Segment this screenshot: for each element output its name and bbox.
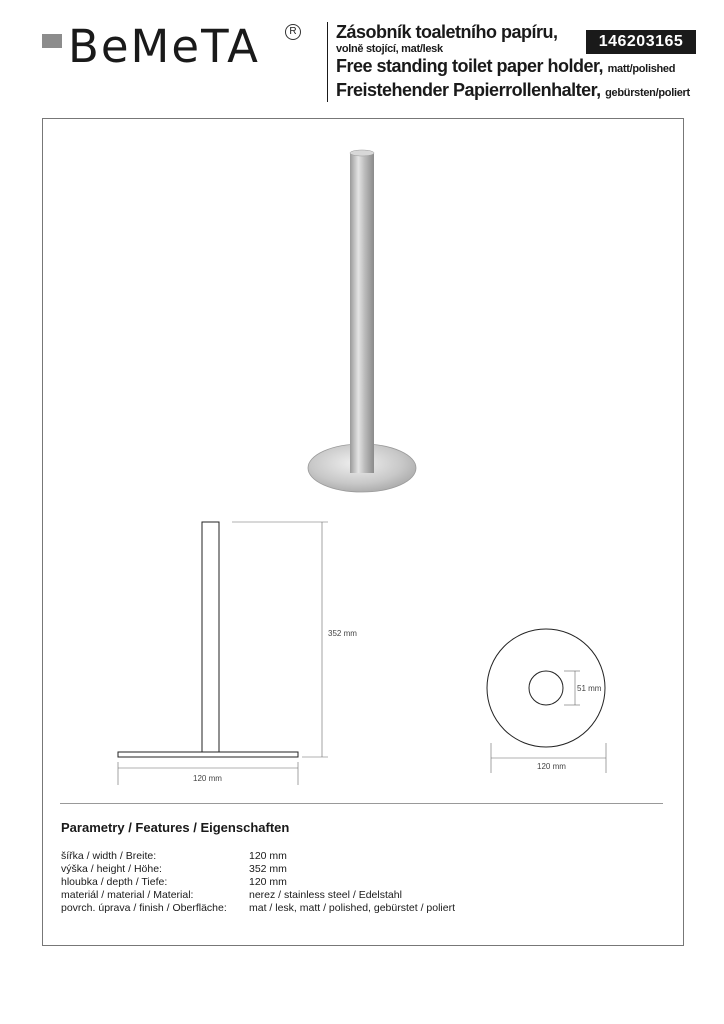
photo-rod	[350, 153, 374, 473]
logo-text: BeMeTA	[68, 20, 260, 73]
brand-logo	[40, 22, 300, 72]
top-width-label: 120 mm	[537, 762, 566, 771]
side-base	[118, 752, 298, 757]
spec-value: nerez / stainless steel / Edelstahl	[249, 889, 402, 901]
height-dimension-label: 352 mm	[328, 629, 357, 638]
spec-label: povrch. úprava / finish / Oberfläche:	[61, 902, 227, 914]
top-rod-circle	[529, 671, 563, 705]
side-rod	[202, 522, 219, 752]
title-de: Freistehender Papierrollenhalter, gebürsten/poliert	[336, 80, 690, 100]
hole-dimension-label: 51 mm	[577, 684, 602, 693]
side-view-drawing	[110, 515, 370, 795]
spec-label: výška / height / Höhe:	[61, 863, 162, 875]
title-cz-sub: volně stojící, mat/lesk	[336, 43, 443, 55]
spec-value: mat / lesk, matt / polished, gebürstet / poliert	[249, 902, 456, 914]
title-en: Free standing toilet paper holder, matt/polished	[336, 56, 676, 76]
spec-value: 120 mm	[249, 850, 287, 862]
header-divider	[327, 22, 328, 102]
registered-mark: R	[285, 24, 301, 40]
spec-label: materiál / material / Material:	[61, 889, 194, 901]
product-code-badge: 146203165	[586, 30, 696, 54]
logo-square-mark	[42, 34, 62, 48]
features-heading: Parametry / Features / Eigenschaften	[61, 820, 290, 835]
spec-label: hloubka / depth / Tiefe:	[61, 876, 168, 888]
spec-value: 352 mm	[249, 863, 287, 875]
title-cz: Zásobník toaletního papíru,	[336, 22, 558, 42]
width-dimension-label: 120 mm	[193, 774, 222, 783]
product-photo	[300, 145, 430, 495]
spec-label: šířka / width / Breite:	[61, 850, 157, 862]
top-view-drawing	[480, 625, 620, 775]
spec-value: 120 mm	[249, 876, 287, 888]
photo-rod-top	[350, 150, 374, 156]
section-divider	[60, 803, 663, 804]
